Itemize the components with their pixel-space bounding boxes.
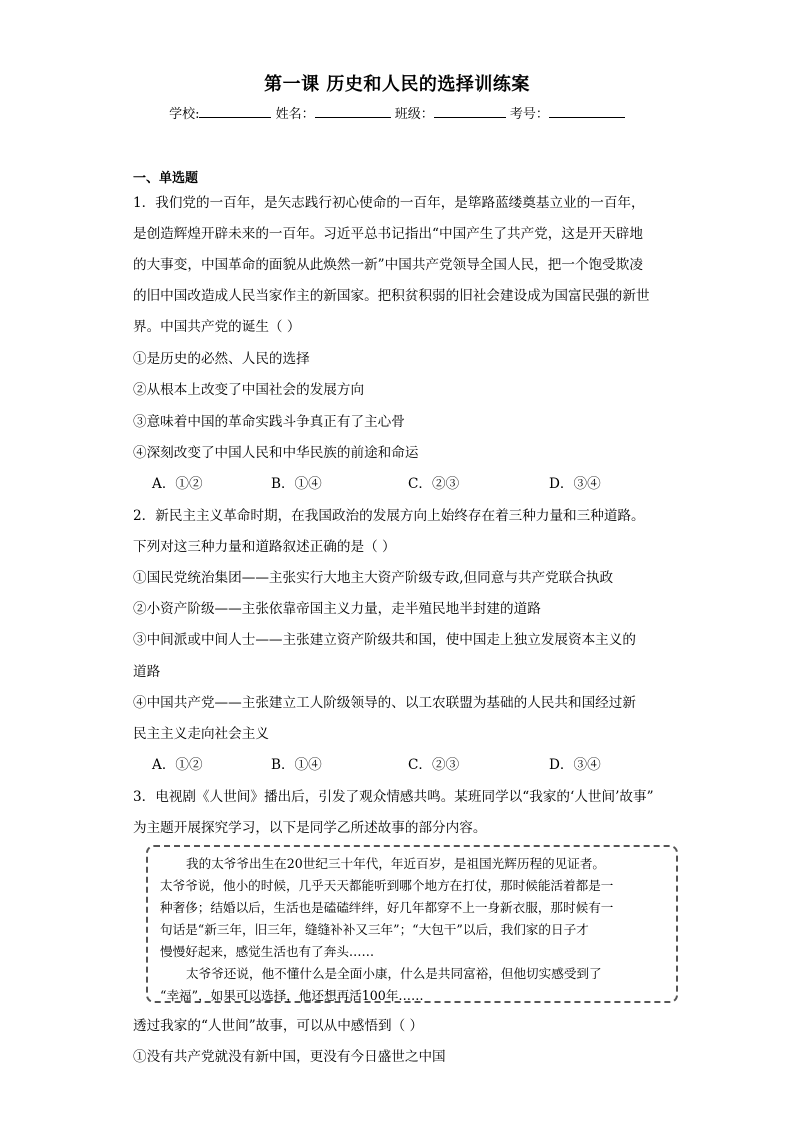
story-line: 句话是“新三年，旧三年，缝缝补补又三年”；“大包干”以后，我们家的日子才 (160, 922, 589, 937)
q2-option-c[interactable]: C．②③ (408, 757, 460, 773)
q1-option-c[interactable]: C．②③ (408, 476, 460, 492)
q1-stem-line: 的大事变，中国革命的面貌从此焕然一新”中国共产党领导全国人民，把一个饱受欺凌 (133, 257, 643, 273)
q1-stem-line: 1．我们党的一百年，是矢志践行初心使命的一百年，是筚路蓝缕奠基立业的一百年， (133, 195, 645, 211)
q1-stem-line: 的旧中国改造成人民当家作主的新国家。把积贫积弱的旧社会建设成为国富民强的新世 (133, 288, 650, 304)
q2-item: 民主主义走向社会主义 (133, 726, 269, 742)
section-title: 一、单选题 (133, 171, 199, 186)
q3-stem-line: 3．电视剧《人世间》播出后，引发了观众情感共鸣。某班同学以“我家的‘人世间’故事” (133, 789, 654, 805)
school-blank[interactable] (199, 105, 271, 118)
q2-item: ④中国共产党——主张建立工人阶级领导的、以工农联盟为基础的人民共和国经过新 (133, 695, 636, 711)
q2-item: ②小资产阶级——主张依靠帝国主义力量，走半殖民地半封建的道路 (133, 601, 541, 617)
q1-option-a[interactable]: A．①② (152, 476, 203, 492)
q2-option-d[interactable]: D．③④ (549, 757, 601, 773)
q2-stem-line: 2．新民主主义革命时期，在我国政治的发展方向上始终存在着三种力量和三种道路。 (133, 508, 645, 524)
name-blank[interactable] (315, 105, 391, 118)
story-line: 太爷爷还说，他不懂什么是全面小康，什么是共同富裕，但他切实感受到了 (186, 966, 602, 981)
story-line: 种奢侈；结婚以后，生活也是磕磕绊绊，好几年都穿不上一身新衣服，那时候有一 (160, 900, 614, 915)
q1-stem-line: 是创造辉煌开辟未来的一百年。习近平总书记指出“中国产生了共产党，这是开天辟地 (133, 226, 643, 242)
q2-item: 道路 (133, 664, 161, 680)
q2-item: ①国民党统治集团——主张实行大地主大资产阶级专政,但同意与共产党联合执政 (133, 570, 614, 586)
exam-no-blank[interactable] (549, 105, 625, 118)
school-label: 学校: (169, 107, 200, 122)
q3-stem-line: 为主题开展探究学习，以下是同学乙所述故事的部分内容。 (133, 820, 487, 836)
q3-item: ①没有共产党就没有新中国，更没有今日盛世之中国 (133, 1049, 446, 1065)
q1-item: ②从根本上改变了中国社会的发展方向 (133, 382, 365, 398)
q1-item: ④深刻改变了中国人民和中华民族的前途和命运 (133, 445, 419, 461)
class-label: 班级： (394, 107, 434, 122)
page-title: 第一课 历史和人民的选择训练案 (264, 74, 530, 95)
q2-option-a[interactable]: A．①② (152, 757, 203, 773)
story-line: 慢慢好起来，感觉生活也有了奔头…… (160, 944, 375, 959)
story-line: 太爷爷说，他小的时候，几乎天天都能听到哪个地方在打仗，那时候能活着都是一 (160, 878, 614, 893)
name-label: 姓名： (275, 107, 315, 122)
q1-item: ①是历史的必然、人民的选择 (133, 351, 310, 367)
story-box (146, 845, 678, 1003)
q1-item: ③意味着中国的革命实践斗争真正有了主心骨 (133, 414, 405, 430)
q3-question-line: 透过我家的“人世间”故事，可以从中感悟到（ ） (133, 1018, 424, 1034)
story-line: 我的太爷爷出生在20世纪三十年代，年近百岁，是祖国光辉历程的见证者。 (186, 856, 606, 871)
student-info-row (0, 103, 794, 122)
q1-stem-line: 界。中国共产党的诞生（ ） (133, 319, 301, 335)
q2-option-b[interactable]: B．①④ (271, 757, 322, 773)
q2-item: ③中间派或中间人士——主张建立资产阶级共和国，使中国走上独立发展资本主义的 (133, 632, 636, 648)
q2-stem-line: 下列对这三种力量和道路叙述正确的是（ ） (133, 539, 396, 555)
exam-no-label: 考号： (509, 107, 549, 122)
q1-option-d[interactable]: D．③④ (549, 476, 601, 492)
story-line: “幸福”，如果可以选择，他还想再活100年…… (160, 988, 424, 1003)
q1-option-b[interactable]: B．①④ (271, 476, 322, 492)
class-blank[interactable] (434, 105, 506, 118)
